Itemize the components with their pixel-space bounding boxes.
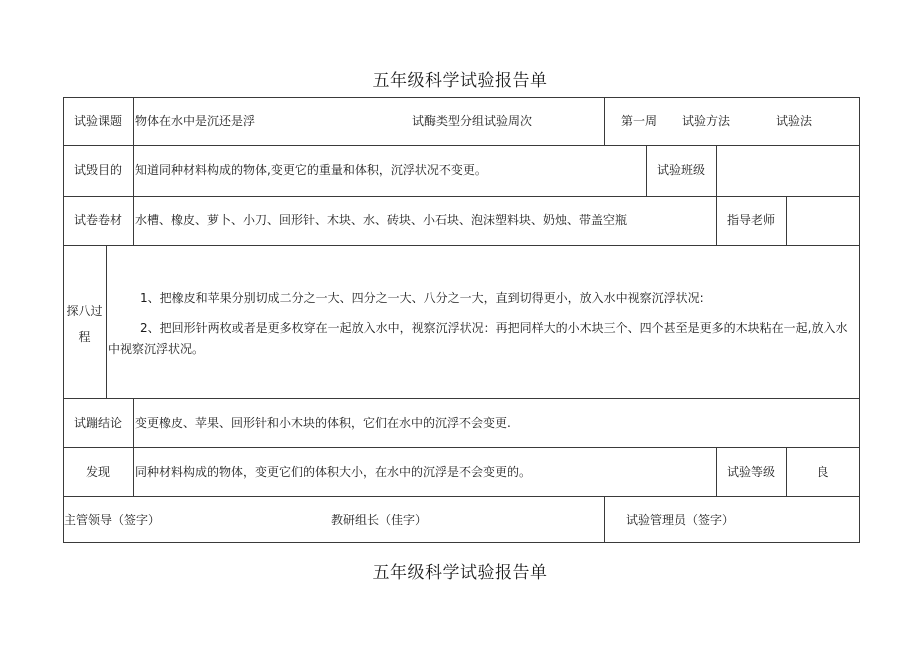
page-title: 五年级科学试验报告单 [372,71,548,91]
page-title-repeat: 五年级科学试验报告单 [372,563,548,583]
week-value: 第一周 [621,114,658,128]
purpose-label: 试毁目的 [73,163,122,177]
teacher-label: 指导老师 [726,213,775,227]
process-step-1: 1、把橡皮和苹果分别切成二分之一大、四分之一大、八分之一大，直到切得更小，放入水中视察沉浮状况: [140,291,704,305]
process-label-line1: 探八过 [66,304,103,318]
process-step-2: 2、把回形针两枚或者是更多枚穿在一起放入水中，视察沉浮状况：再把同样大的小木块三个、四个甚至是更多的木块粘在一起,放入水中视察沉浮状况。 [108,321,848,356]
method-value: 试验法 [776,114,813,128]
group-leader-signature: 教研组长（佳字） [331,513,428,527]
grade-value: 良 [816,465,829,479]
method-label: 试验方法 [682,114,731,128]
topic-value: 物体在水中是沉还是浮 [135,114,256,128]
conclusion-value: 变更橡皮、苹果、回形针和小木块的体积，它们在水中的沉浮不会变更. [135,416,511,430]
materials-label: 试卷卷材 [73,213,122,227]
admin-signature: 试验管理员（签字） [626,513,735,527]
process-label-line2: 程 [78,330,91,344]
finding-label: 发现 [85,465,110,479]
topic-label: 试验课题 [73,114,122,128]
purpose-value: 知道同种材料构成的物体,变更它的重量和体积，沉浮状况不变更。 [135,163,487,177]
grade-label: 试验等级 [726,465,775,479]
type-week-label: 试酶类型分组试验周次 [412,114,533,128]
class-label: 试验班级 [656,163,705,177]
conclusion-label: 试蹦结论 [73,416,122,430]
supervisor-signature: 主管领导（签字） [64,513,161,527]
finding-value: 同种材料构成的物体，变更它们的体积大小，在水中的沉浮是不会变更的。 [135,465,532,479]
materials-value: 水槽、橡皮、萝卜、小刀、回形针、木块、水、砖块、小石块、泡沫塑料块、奶烛、带盖空瓶 [135,213,628,227]
